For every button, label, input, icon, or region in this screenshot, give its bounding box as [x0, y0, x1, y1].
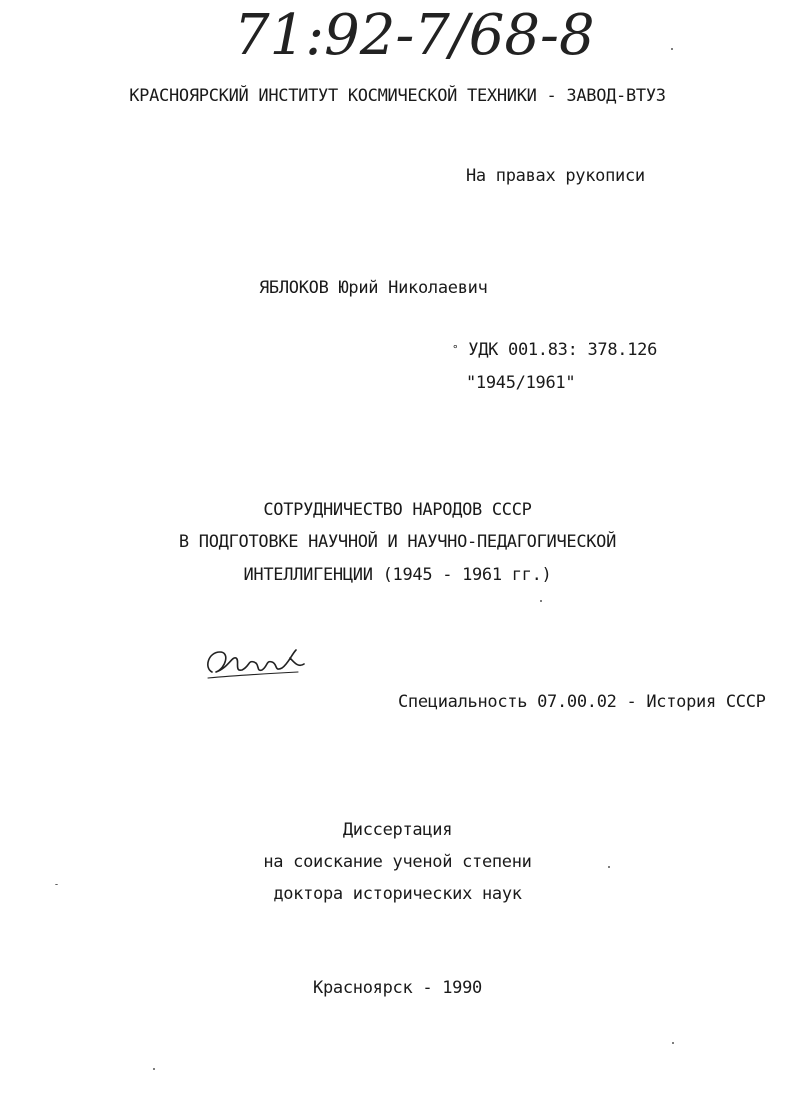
specialty: Специальность 07.00.02 - История СССР — [398, 692, 766, 712]
author-name: ЯБЛОКОВ Юрий Николаевич — [259, 278, 488, 298]
scan-speck — [672, 1042, 674, 1044]
dissertation-line-1: Диссертация — [342, 820, 453, 840]
rights-note: На правах рукописи — [466, 166, 645, 186]
handwritten-signature — [200, 638, 320, 684]
udc-code — [452, 340, 657, 360]
svg-text:71:92-7/68-8: 71:92-7/68-8 — [234, 3, 595, 64]
dissertation-line-2: на соискание ученой степени — [263, 852, 532, 872]
place-and-year: Красноярск - 1990 — [313, 978, 482, 998]
scan-speck — [55, 884, 58, 885]
scan-speck — [153, 1068, 155, 1070]
svg-text:Яблоков: Яблоков — [260, 682, 265, 683]
title-line-3: ИНТЕЛЛИГЕНЦИИ (1945 - 1961 гг.) — [243, 565, 552, 585]
udc-code-text: УДК 001.83: 378.126 — [468, 340, 658, 360]
scan-speck — [540, 600, 542, 602]
dissertation-line-3: доктора исторических наук — [273, 884, 522, 904]
institution-name: КРАСНОЯРСКИЙ ИНСТИТУТ КОСМИЧЕСКОЙ ТЕХНИКИ - ЗАВОД-ВТУЗ — [129, 86, 666, 106]
udc-years: "1945/1961" — [466, 373, 576, 393]
scan-speck — [671, 48, 673, 50]
handwritten-archive-number — [232, 0, 632, 64]
udc-mark: ° — [452, 343, 459, 356]
scan-speck — [608, 866, 610, 868]
title-line-2: В ПОДГОТОВКЕ НАУЧНОЙ И НАУЧНО-ПЕДАГОГИЧЕСКОЙ — [178, 532, 617, 552]
title-line-1: СОТРУДНИЧЕСТВО НАРОДОВ СССР — [263, 500, 532, 520]
